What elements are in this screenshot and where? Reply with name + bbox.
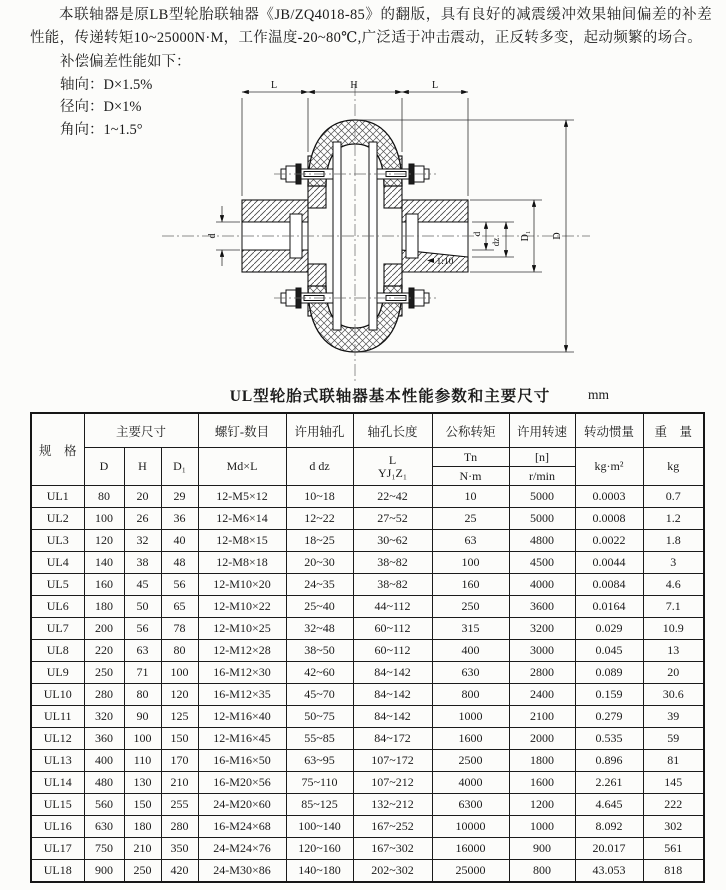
- col-header-main-dims: 主要尺寸: [84, 413, 198, 448]
- value-cell: 85~125: [286, 794, 353, 816]
- value-cell: 107~172: [353, 750, 432, 772]
- value-cell: 45: [124, 574, 161, 596]
- value-cell: 38: [124, 552, 161, 574]
- value-cell: 0.159: [575, 684, 643, 706]
- angular-spec: 角向：1~1.5°: [60, 121, 143, 138]
- value-cell: 320: [84, 706, 124, 728]
- value-cell: 280: [161, 816, 198, 838]
- col-header-D1: D₁: [161, 448, 198, 486]
- value-cell: 420: [161, 860, 198, 883]
- value-cell: 180: [124, 816, 161, 838]
- value-cell: 110: [124, 750, 161, 772]
- value-cell: 250: [432, 596, 509, 618]
- value-cell: 210: [124, 838, 161, 860]
- value-cell: 5000: [509, 508, 575, 530]
- value-cell: 100: [161, 662, 198, 684]
- value-cell: 12-M12×28: [198, 640, 286, 662]
- spec-cell: UL14: [31, 772, 84, 794]
- value-cell: 38~82: [353, 574, 432, 596]
- value-cell: 12-M10×20: [198, 574, 286, 596]
- spec-cell: UL4: [31, 552, 84, 574]
- value-cell: 210: [161, 772, 198, 794]
- value-cell: 160: [84, 574, 124, 596]
- value-cell: 80: [161, 640, 198, 662]
- value-cell: 84~142: [353, 684, 432, 706]
- value-cell: 55~85: [286, 728, 353, 750]
- value-cell: 150: [124, 794, 161, 816]
- dim-label-d-left: d: [207, 233, 218, 239]
- value-cell: 60~112: [353, 640, 432, 662]
- value-cell: 4.6: [643, 574, 704, 596]
- value-cell: 0.029: [575, 618, 643, 640]
- value-cell: 3000: [509, 640, 575, 662]
- value-cell: 3600: [509, 596, 575, 618]
- value-cell: 75~110: [286, 772, 353, 794]
- value-cell: 3: [643, 552, 704, 574]
- parameters-table: [30, 412, 705, 883]
- value-cell: 800: [432, 684, 509, 706]
- value-cell: 18~25: [286, 530, 353, 552]
- value-cell: 125: [161, 706, 198, 728]
- value-cell: 0.0044: [575, 552, 643, 574]
- value-cell: 12-M8×15: [198, 530, 286, 552]
- value-cell: 0.0022: [575, 530, 643, 552]
- value-cell: 12-M8×18: [198, 552, 286, 574]
- dim-label-dz: dz: [491, 237, 501, 247]
- value-cell: 120~160: [286, 838, 353, 860]
- table-row: [31, 838, 704, 860]
- value-cell: 81: [643, 750, 704, 772]
- col-header-torque: 公称转矩: [432, 413, 509, 448]
- value-cell: 10: [432, 486, 509, 508]
- value-cell: 8.092: [575, 816, 643, 838]
- table-row: [31, 816, 704, 838]
- value-cell: 24-M20×60: [198, 794, 286, 816]
- value-cell: 12-M16×45: [198, 728, 286, 750]
- spec-cell: UL18: [31, 860, 84, 883]
- spec-cell: UL2: [31, 508, 84, 530]
- value-cell: 65: [161, 596, 198, 618]
- value-cell: 280: [84, 684, 124, 706]
- table-row: [31, 596, 704, 618]
- axial-spec: 轴向：D×1.5%: [60, 76, 153, 93]
- value-cell: 84~142: [353, 706, 432, 728]
- value-cell: 167~302: [353, 838, 432, 860]
- value-cell: 170: [161, 750, 198, 772]
- spec-cell: UL7: [31, 618, 84, 640]
- spec-cell: UL11: [31, 706, 84, 728]
- value-cell: 20: [124, 486, 161, 508]
- value-cell: 2500: [432, 750, 509, 772]
- value-cell: 40: [161, 530, 198, 552]
- value-cell: 30.6: [643, 684, 704, 706]
- value-cell: 16000: [432, 838, 509, 860]
- value-cell: 900: [509, 838, 575, 860]
- value-cell: 2100: [509, 706, 575, 728]
- value-cell: 80: [124, 684, 161, 706]
- value-cell: 84~142: [353, 662, 432, 684]
- value-cell: 10~18: [286, 486, 353, 508]
- value-cell: 84~172: [353, 728, 432, 750]
- value-cell: 250: [84, 662, 124, 684]
- value-cell: 140: [84, 552, 124, 574]
- value-cell: 60~112: [353, 618, 432, 640]
- col-header-L-YJZ: [353, 448, 432, 486]
- col-header-kgm2: kg·m²: [575, 448, 643, 486]
- col-header-Nm: N·m: [432, 467, 509, 486]
- value-cell: 50~75: [286, 706, 353, 728]
- value-cell: 167~252: [353, 816, 432, 838]
- value-cell: 12-M16×40: [198, 706, 286, 728]
- col-header-screws: 螺钉-数目: [198, 413, 286, 448]
- value-cell: 16-M20×56: [198, 772, 286, 794]
- value-cell: 2400: [509, 684, 575, 706]
- value-cell: 0.279: [575, 706, 643, 728]
- col-header-spec: 规 格: [31, 413, 84, 486]
- value-cell: 45~70: [286, 684, 353, 706]
- value-cell: 63: [432, 530, 509, 552]
- value-cell: 1200: [509, 794, 575, 816]
- value-cell: 132~212: [353, 794, 432, 816]
- table-row: [31, 574, 704, 596]
- dim-label-L-left: L: [270, 80, 278, 91]
- value-cell: 12~22: [286, 508, 353, 530]
- value-cell: 32: [124, 530, 161, 552]
- value-cell: 630: [432, 662, 509, 684]
- value-cell: 100~140: [286, 816, 353, 838]
- value-cell: 20~30: [286, 552, 353, 574]
- value-cell: 25~40: [286, 596, 353, 618]
- value-cell: 400: [84, 750, 124, 772]
- value-cell: 13: [643, 640, 704, 662]
- value-cell: 560: [84, 794, 124, 816]
- table-row: [31, 772, 704, 794]
- value-cell: 25: [432, 508, 509, 530]
- value-cell: 750: [84, 838, 124, 860]
- value-cell: 2800: [509, 662, 575, 684]
- value-cell: 7.1: [643, 596, 704, 618]
- table-unit-label: mm: [588, 387, 610, 402]
- spec-cell: UL16: [31, 816, 84, 838]
- spec-cell: UL15: [31, 794, 84, 816]
- value-cell: 1600: [432, 728, 509, 750]
- dim-label-D1: D₁: [520, 230, 531, 242]
- value-cell: 12-M10×25: [198, 618, 286, 640]
- value-cell: 12-M5×12: [198, 486, 286, 508]
- col-header-inertia: 转动惯量: [575, 413, 643, 448]
- value-cell: 71: [124, 662, 161, 684]
- value-cell: 10.9: [643, 618, 704, 640]
- col-header-Tn: Tn: [432, 448, 509, 467]
- value-cell: 4000: [432, 772, 509, 794]
- table-row: [31, 640, 704, 662]
- value-cell: 44~112: [353, 596, 432, 618]
- value-cell: 24-M24×76: [198, 838, 286, 860]
- value-cell: 100: [84, 508, 124, 530]
- col-header-H: H: [124, 448, 161, 486]
- dim-label-H: H: [350, 80, 358, 91]
- table-row: [31, 508, 704, 530]
- value-cell: 38~50: [286, 640, 353, 662]
- value-cell: 56: [124, 618, 161, 640]
- value-cell: 255: [161, 794, 198, 816]
- value-cell: 1.2: [643, 508, 704, 530]
- table-row: [31, 662, 704, 684]
- value-cell: 220: [84, 640, 124, 662]
- col-header-d-dz: d dz: [286, 448, 353, 486]
- value-cell: 25000: [432, 860, 509, 883]
- spec-cell: UL3: [31, 530, 84, 552]
- value-cell: 160: [432, 574, 509, 596]
- spec-cell: UL13: [31, 750, 84, 772]
- value-cell: 900: [84, 860, 124, 883]
- col-header-D: D: [84, 448, 124, 486]
- value-cell: 20: [643, 662, 704, 684]
- value-cell: 16-M16×50: [198, 750, 286, 772]
- dim-label-d-right: d: [472, 231, 482, 237]
- value-cell: 400: [432, 640, 509, 662]
- technical-drawing-svg: [128, 78, 628, 390]
- value-cell: 0.535: [575, 728, 643, 750]
- value-cell: 107~212: [353, 772, 432, 794]
- spec-cell: UL12: [31, 728, 84, 750]
- spec-cell: UL8: [31, 640, 84, 662]
- table-row: [31, 486, 704, 508]
- value-cell: 90: [124, 706, 161, 728]
- table-row: [31, 706, 704, 728]
- value-cell: 0.896: [575, 750, 643, 772]
- value-cell: 78: [161, 618, 198, 640]
- value-cell: 59: [643, 728, 704, 750]
- parameters-table-wrap: [30, 412, 705, 883]
- intro-paragraph: 本联轴器是原LB型轮胎联轴器《JB/ZQ4018-85》的翻版，具有良好的减震缓冲效果轴间偏差的补差性能，传递转矩10~25000N·M，工作温度-20~80℃,广泛适于冲击震动，正反转多变，起动频繁的场合。: [30, 7, 712, 46]
- value-cell: 120: [84, 530, 124, 552]
- value-cell: 140~180: [286, 860, 353, 883]
- value-cell: 4800: [509, 530, 575, 552]
- value-cell: 120: [161, 684, 198, 706]
- value-cell: 6300: [432, 794, 509, 816]
- value-cell: 350: [161, 838, 198, 860]
- value-cell: 0.0084: [575, 574, 643, 596]
- spec-cell: UL9: [31, 662, 84, 684]
- col-header-weight: 重 量: [643, 413, 704, 448]
- value-cell: 24-M30×86: [198, 860, 286, 883]
- value-cell: 30~62: [353, 530, 432, 552]
- table-row: [31, 530, 704, 552]
- value-cell: 1.8: [643, 530, 704, 552]
- value-cell: 250: [124, 860, 161, 883]
- value-cell: 12-M6×14: [198, 508, 286, 530]
- value-cell: 16-M24×68: [198, 816, 286, 838]
- col-header-MdxL: Md×L: [198, 448, 286, 486]
- value-cell: 180: [84, 596, 124, 618]
- value-cell: 0.0008: [575, 508, 643, 530]
- spec-cell: UL10: [31, 684, 84, 706]
- table-row: [31, 684, 704, 706]
- value-cell: 561: [643, 838, 704, 860]
- table-row: [31, 618, 704, 640]
- value-cell: 10000: [432, 816, 509, 838]
- value-cell: 200: [84, 618, 124, 640]
- value-cell: 315: [432, 618, 509, 640]
- spec-cell: UL5: [31, 574, 84, 596]
- table-row: [31, 728, 704, 750]
- spec-cell: UL1: [31, 486, 84, 508]
- value-cell: 63~95: [286, 750, 353, 772]
- coupling-section-drawing: [128, 78, 628, 390]
- value-cell: 38~82: [353, 552, 432, 574]
- value-cell: 22~42: [353, 486, 432, 508]
- value-cell: 0.045: [575, 640, 643, 662]
- bore-length-types: YJ₁Z₁: [377, 465, 408, 480]
- value-cell: 1000: [432, 706, 509, 728]
- value-cell: 100: [124, 728, 161, 750]
- value-cell: 29: [161, 486, 198, 508]
- value-cell: 1800: [509, 750, 575, 772]
- value-cell: 32~48: [286, 618, 353, 640]
- table-row: [31, 860, 704, 883]
- value-cell: 50: [124, 596, 161, 618]
- value-cell: 100: [432, 552, 509, 574]
- value-cell: 56: [161, 574, 198, 596]
- value-cell: 480: [84, 772, 124, 794]
- table-row: [31, 750, 704, 772]
- table-title: UL型轮胎式联轴器基本性能参数和主要尺寸: [229, 388, 551, 405]
- table-row: [31, 552, 704, 574]
- col-header-speed: 许用转速: [509, 413, 575, 448]
- col-header-kg: kg: [643, 448, 704, 486]
- spec-cell: UL17: [31, 838, 84, 860]
- value-cell: 3200: [509, 618, 575, 640]
- col-header-bore: 许用轴孔: [286, 413, 353, 448]
- value-cell: 4000: [509, 574, 575, 596]
- value-cell: 4500: [509, 552, 575, 574]
- taper-ratio-label: 1:10: [436, 257, 454, 267]
- value-cell: 20.017: [575, 838, 643, 860]
- value-cell: 16-M12×30: [198, 662, 286, 684]
- col-header-n: [n]: [509, 448, 575, 467]
- value-cell: 222: [643, 794, 704, 816]
- value-cell: 360: [84, 728, 124, 750]
- value-cell: 2000: [509, 728, 575, 750]
- value-cell: 24~35: [286, 574, 353, 596]
- radial-spec: 径向：D×1%: [60, 99, 142, 115]
- value-cell: 39: [643, 706, 704, 728]
- dim-label-L-right: L: [431, 80, 439, 91]
- value-cell: 26: [124, 508, 161, 530]
- value-cell: 818: [643, 860, 704, 883]
- value-cell: 42~60: [286, 662, 353, 684]
- value-cell: 48: [161, 552, 198, 574]
- col-header-bore-length: 轴孔长度: [353, 413, 432, 448]
- compensation-heading: 补偿偏差性能如下：: [60, 54, 191, 70]
- table-row: [31, 794, 704, 816]
- value-cell: 63: [124, 640, 161, 662]
- value-cell: 0.0003: [575, 486, 643, 508]
- value-cell: 80: [84, 486, 124, 508]
- value-cell: 27~52: [353, 508, 432, 530]
- value-cell: 43.053: [575, 860, 643, 883]
- value-cell: 4.645: [575, 794, 643, 816]
- value-cell: 145: [643, 772, 704, 794]
- value-cell: 150: [161, 728, 198, 750]
- value-cell: 0.0164: [575, 596, 643, 618]
- table-header: [31, 413, 704, 486]
- value-cell: 800: [509, 860, 575, 883]
- value-cell: 302: [643, 816, 704, 838]
- dim-label-D: D: [552, 232, 563, 240]
- spec-cell: UL6: [31, 596, 84, 618]
- value-cell: 5000: [509, 486, 575, 508]
- value-cell: 1000: [509, 816, 575, 838]
- value-cell: 0.7: [643, 486, 704, 508]
- col-header-rmin: r/min: [509, 467, 575, 486]
- value-cell: 630: [84, 816, 124, 838]
- bore-length-symbol: L: [388, 452, 397, 467]
- value-cell: 130: [124, 772, 161, 794]
- table-title-row: [60, 384, 720, 406]
- value-cell: 202~302: [353, 860, 432, 883]
- value-cell: 1600: [509, 772, 575, 794]
- value-cell: 0.089: [575, 662, 643, 684]
- table-body: [31, 486, 704, 883]
- value-cell: 36: [161, 508, 198, 530]
- value-cell: 16-M12×35: [198, 684, 286, 706]
- value-cell: 12-M10×22: [198, 596, 286, 618]
- value-cell: 2.261: [575, 772, 643, 794]
